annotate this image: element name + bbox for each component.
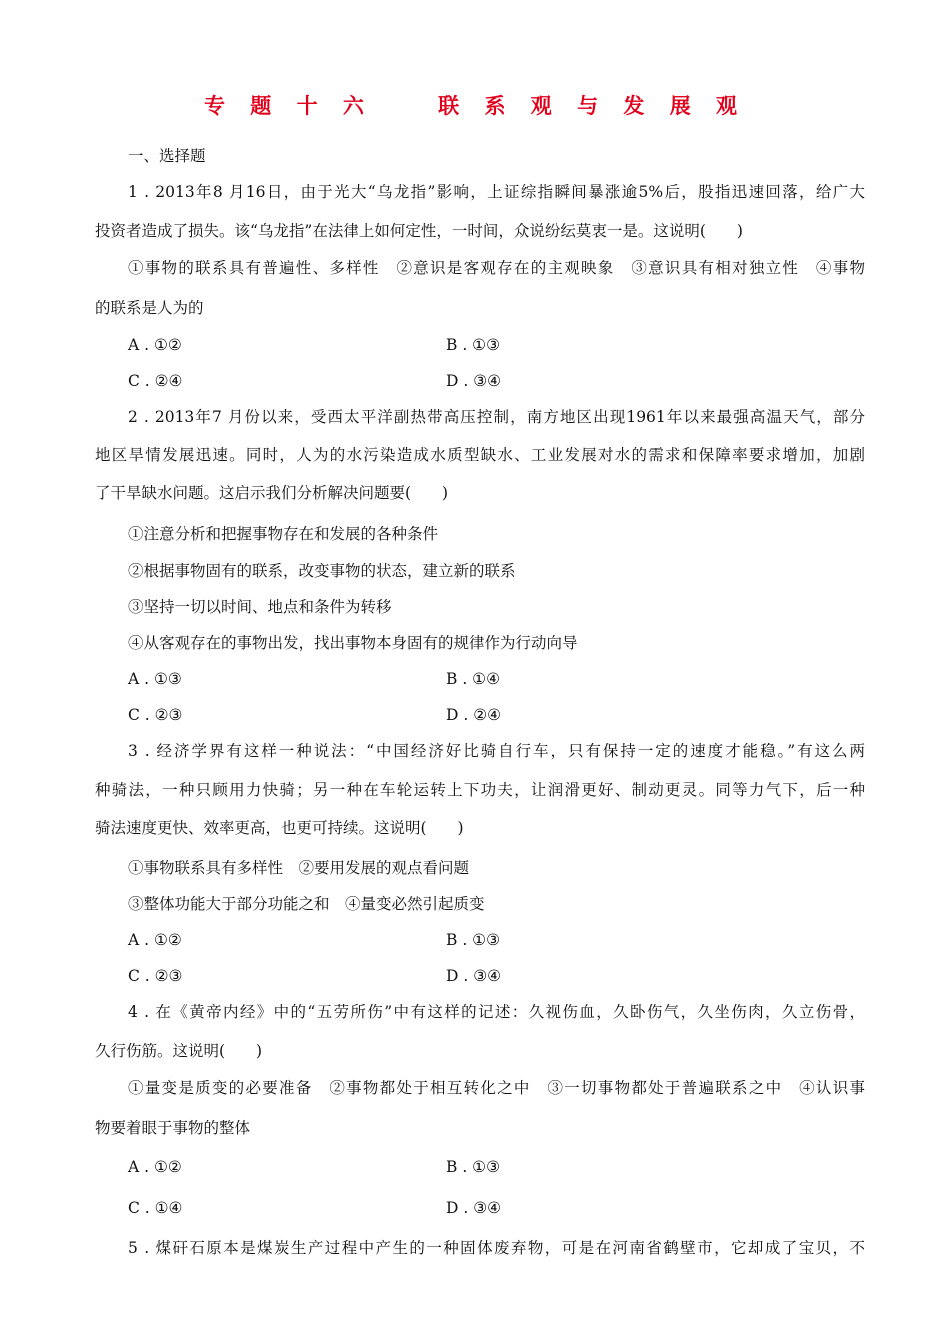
question-2-statement-3: ③坚持一切以时间、地点和条件为转移 [128,598,392,616]
question-3-option-b[interactable]: B . ①③ [446,931,500,949]
question-1-statement-line-2: 的联系是人为的 [95,299,204,317]
question-3-statement-1: ①事物联系具有多样性 ②要用发展的观点看问题 [128,859,470,877]
question-1-option-a[interactable]: A . ①② [128,336,182,354]
question-1-stem-line-2: 投资者造成了损失。该“乌龙指”在法律上如何定性，一时间，众说纷纭莫衷一是。这说明( ) [95,222,743,240]
question-2-statement-1: ①注意分析和把握事物存在和发展的各种条件 [128,525,439,543]
question-1-statement-line-1: ①事物的联系具有普遍性、多样性 ②意识是客观存在的主观映象 ③意识具有相对独立性 ④事物 [128,259,865,277]
question-2-stem-line-1: 2 . 2013年7 月份以来，受西太平洋副热带高压控制，南方地区出现1961年以来最强高温天气，部分 [128,408,865,426]
question-2-option-d[interactable]: D . ②④ [446,706,501,724]
question-4-stem-line-2: 久行伤筋。这说明( ) [95,1042,263,1060]
question-3-option-c[interactable]: C . ②③ [128,967,183,985]
question-3-option-a[interactable]: A . ①② [128,931,182,949]
question-4-option-d[interactable]: D . ③④ [446,1199,501,1217]
page-title: 专 题 十 六 联 系 观 与 发 展 观 [203,94,747,118]
section-heading: 一、选择题 [128,147,206,165]
question-2-option-c[interactable]: C . ②③ [128,706,183,724]
question-4-stem-line-1: 4 . 在《黄帝内经》中的“五劳所伤”中有这样的记述：久视伤血，久卧伤气，久坐伤肉，久立伤骨， [128,1003,865,1021]
question-4-statement-line-1: ①量变是质变的必要准备 ②事物都处于相互转化之中 ③一切事物都处于普遍联系之中 ④认识事 [128,1079,865,1097]
question-5-stem-line-1: 5 . 煤矸石原本是煤炭生产过程中产生的一种固体废弃物，可是在河南省鹤壁市，它却成了宝贝，不 [128,1239,865,1257]
question-2-option-a[interactable]: A . ①③ [128,670,182,688]
question-4-statement-line-2: 物要着眼于事物的整体 [95,1119,251,1137]
question-1-stem-line-1: 1 . 2013年8 月16日，由于光大“乌龙指”影响，上证综指瞬间暴涨逾5%后，股指迅速回落，给广大 [128,183,865,201]
question-4-option-a[interactable]: A . ①② [128,1158,182,1176]
question-4-option-b[interactable]: B . ①③ [446,1158,500,1176]
question-3-stem-line-3: 骑法速度更快、效率更高，也更可持续。这说明( ) [95,819,464,837]
question-1-option-d[interactable]: D . ③④ [446,372,501,390]
question-2-statement-2: ②根据事物固有的联系，改变事物的状态，建立新的联系 [128,562,516,580]
question-1-option-b[interactable]: B . ①③ [446,336,500,354]
question-2-stem-line-3: 了干旱缺水问题。这启示我们分析解决问题要( ) [95,484,449,502]
question-1-option-c[interactable]: C . ②④ [128,372,183,390]
question-2-stem-line-2: 地区旱情发展迅速。同时，人为的水污染造成水质型缺水、工业发展对水的需求和保障率要求增加，加剧 [95,446,865,464]
question-3-option-d[interactable]: D . ③④ [446,967,501,985]
question-3-stem-line-2: 种骑法，一种只顾用力快骑；另一种在车轮运转上下功夫，让润滑更好、制动更灵。同等力气下，后一种 [95,781,865,799]
question-2-option-b[interactable]: B . ①④ [446,670,500,688]
question-3-statement-2: ③整体功能大于部分功能之和 ④量变必然引起质变 [128,895,485,913]
question-4-option-c[interactable]: C . ①④ [128,1199,183,1217]
question-3-stem-line-1: 3 . 经济学界有这样一种说法：“中国经济好比骑自行车，只有保持一定的速度才能稳。”有这么两 [128,742,865,760]
question-2-statement-4: ④从客观存在的事物出发，找出事物本身固有的规律作为行动向导 [128,634,578,652]
